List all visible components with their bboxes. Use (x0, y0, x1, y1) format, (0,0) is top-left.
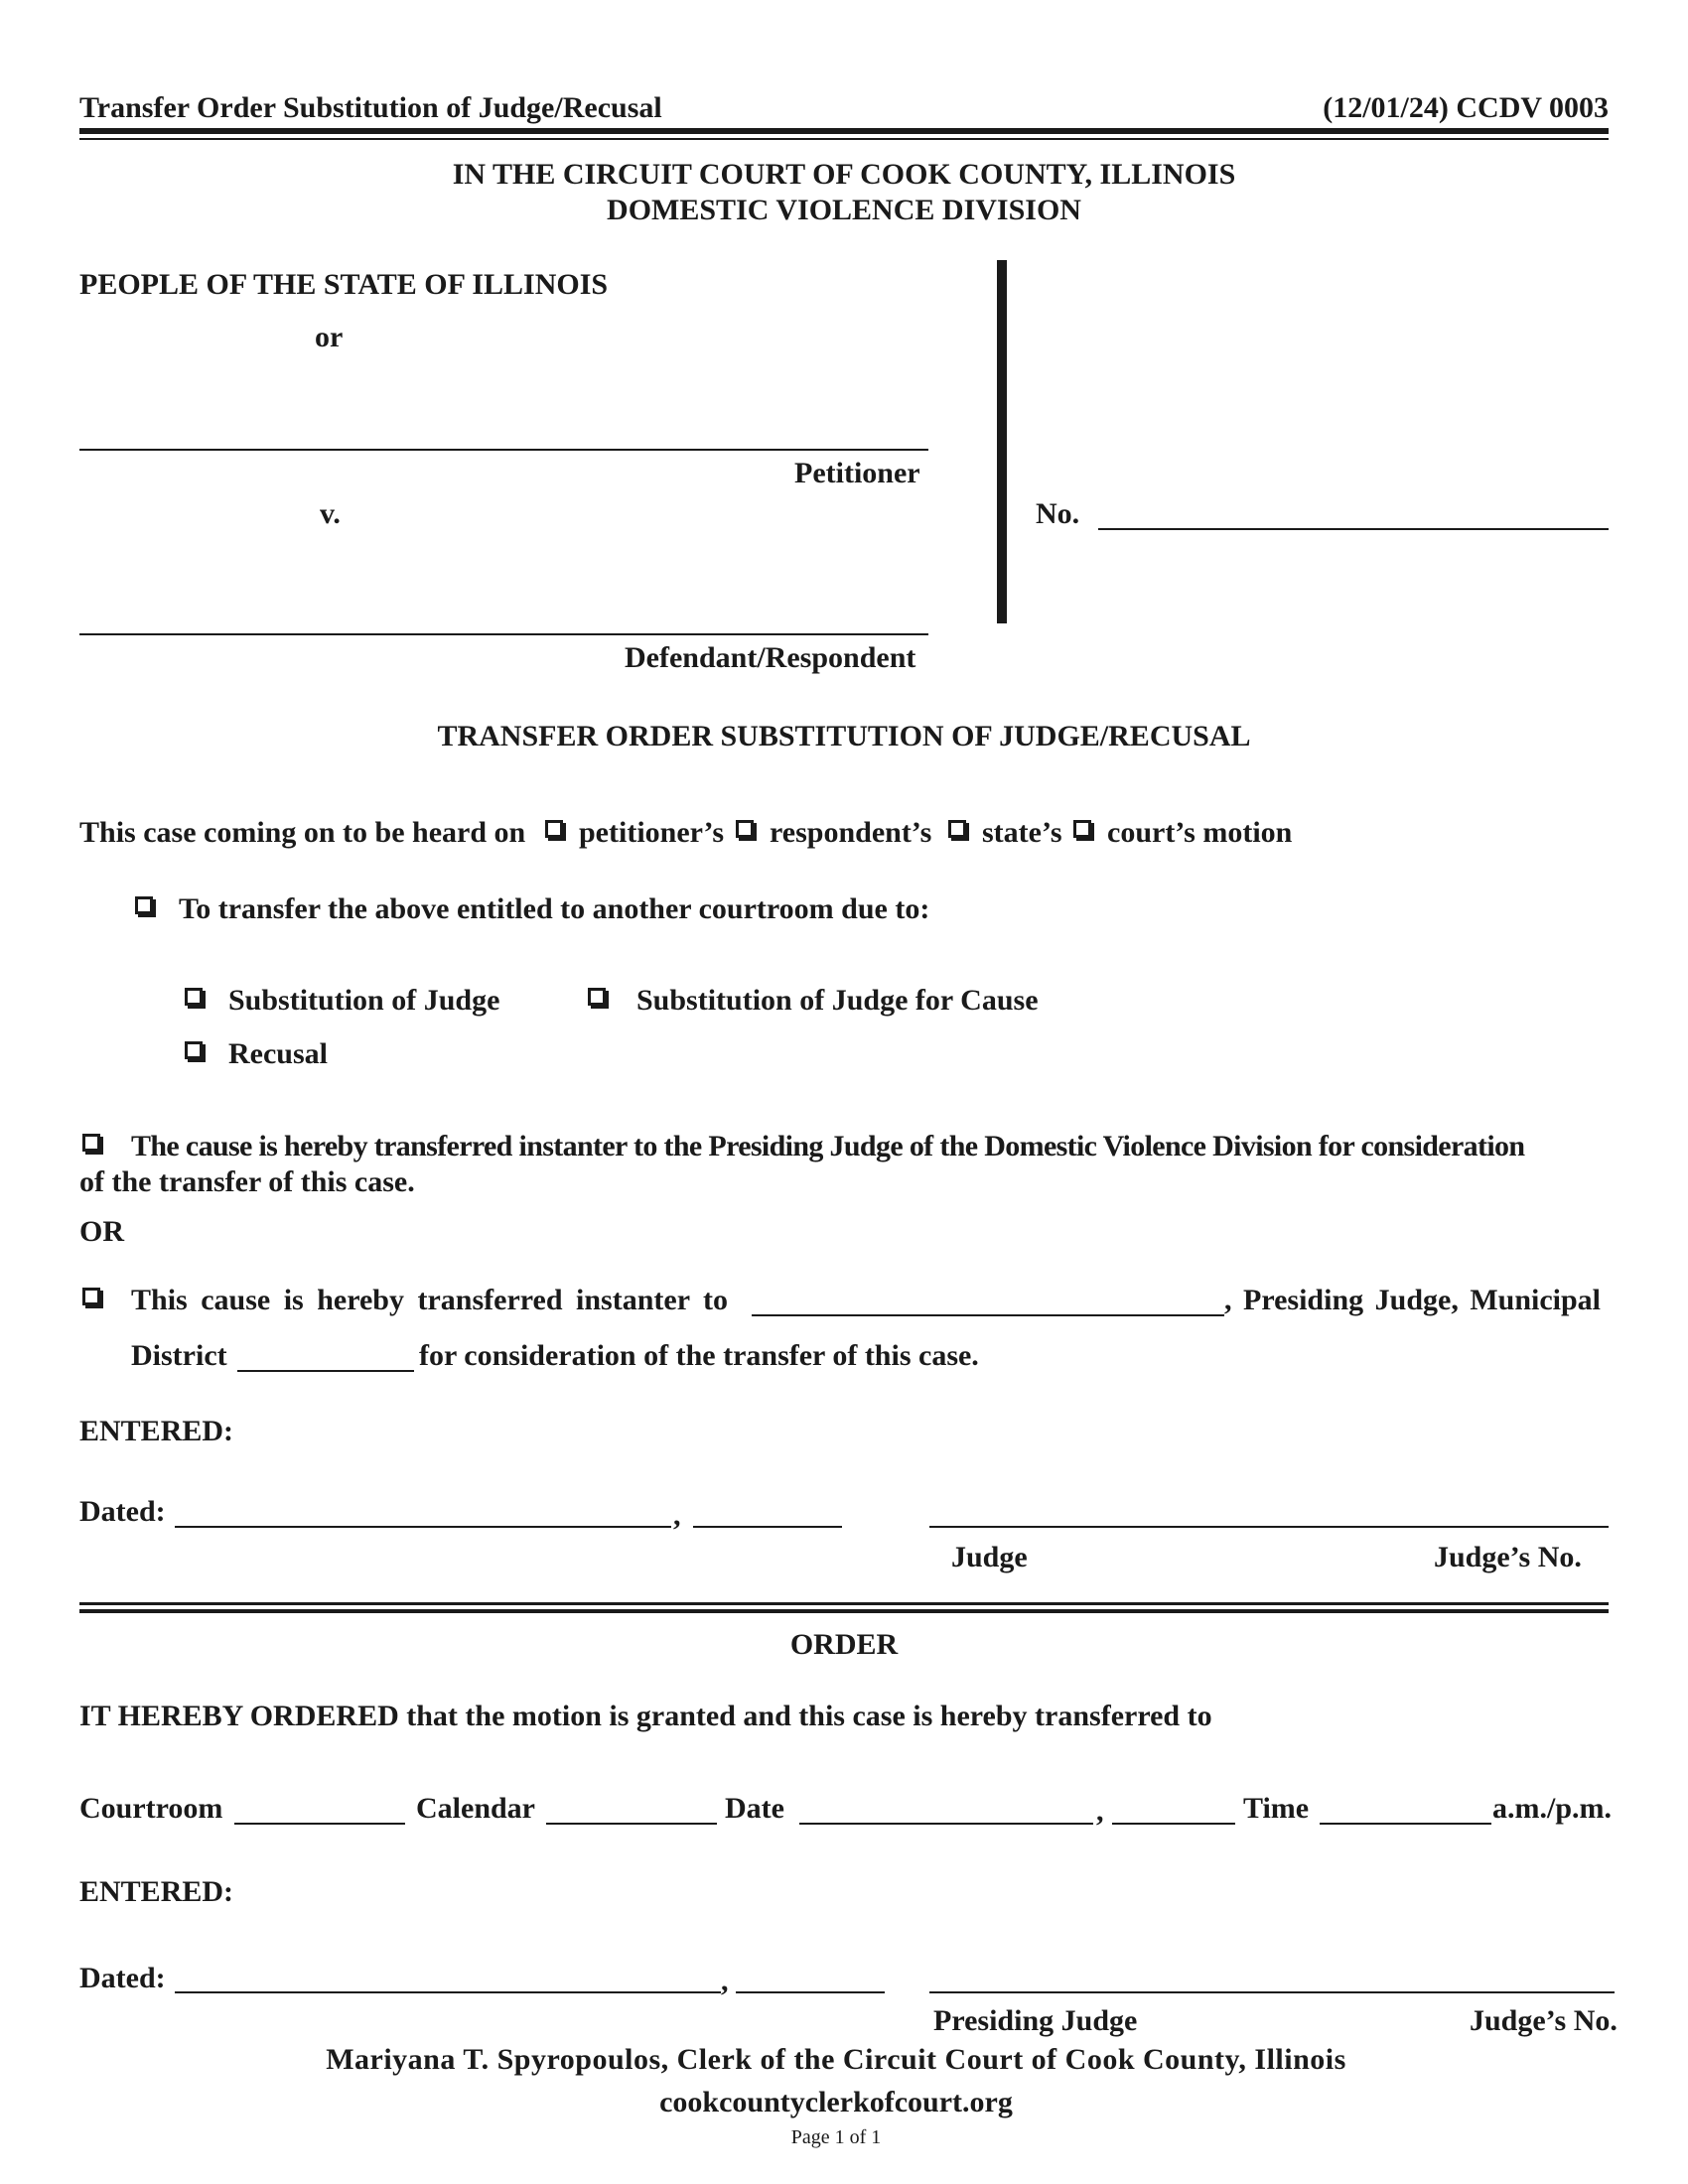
respondent-label: Defendant/Respondent (625, 641, 916, 674)
order-title: TRANSFER ORDER SUBSTITUTION OF JUDGE/RECUSAL (437, 720, 1251, 752)
dated-comma-1: , (673, 1499, 681, 1532)
order-heading: ORDER (789, 1628, 899, 1661)
petitioner-label: Petitioner (794, 457, 920, 489)
presiding-transfer-text-cont: of the transfer of this case. (79, 1165, 415, 1198)
case-number-line[interactable] (1098, 528, 1609, 530)
clerk-website[interactable]: cookcountyclerkofcourt.org (659, 2086, 1013, 2118)
presiding-judge-signature-line[interactable] (929, 1991, 1615, 1993)
presiding-judge-label: Presiding Judge (933, 2004, 1138, 2037)
petitioner-line[interactable] (79, 449, 928, 451)
motion-intro: This case coming on to be heard on (79, 816, 526, 849)
header-rule-thin (79, 138, 1609, 140)
petitioner-checkbox[interactable] (545, 820, 563, 838)
entered-label-1: ENTERED: (79, 1415, 234, 1447)
calendar-label: Calendar (416, 1792, 535, 1825)
year-line-1[interactable] (693, 1526, 842, 1528)
presiding-transfer-checkbox[interactable] (82, 1134, 100, 1152)
district-line[interactable] (237, 1370, 414, 1372)
caption-divider (997, 260, 1007, 623)
substitution-label: Substitution of Judge (228, 984, 500, 1017)
transfer-checkbox[interactable] (135, 896, 153, 914)
court-division: DOMESTIC VIOLENCE DIVISION (607, 194, 1081, 226)
dated-label-1: Dated: (79, 1495, 166, 1528)
presiding-transfer-text: The cause is hereby transferred instanter to the Presiding Judge of the Domestic Violence Division for consideration (131, 1130, 1525, 1162)
municipal-transfer-checkbox[interactable] (82, 1288, 100, 1305)
dated-label-2: Dated: (79, 1962, 166, 1994)
judge-signature-line[interactable] (929, 1526, 1609, 1528)
date-label: Date (725, 1792, 784, 1825)
versus-label: v. (320, 497, 341, 530)
people-label: PEOPLE OF THE STATE OF ILLINOIS (79, 268, 609, 301)
presiding-judge-number-label: Judge’s No. (1470, 2004, 1618, 2037)
court-name: IN THE CIRCUIT COURT OF COOK COUNTY, ILLINOIS (452, 158, 1236, 191)
dated-comma-2: , (721, 1965, 729, 1997)
year-line[interactable] (1112, 1823, 1235, 1825)
year-line-2[interactable] (736, 1991, 885, 1993)
municipal-judge-line[interactable] (752, 1314, 1224, 1316)
form-title: Transfer Order Substitution of Judge/Recusal (79, 91, 662, 124)
petitioner-option: petitioner’s (579, 816, 725, 849)
judge-label: Judge (951, 1541, 1028, 1573)
order-text: IT HEREBY ORDERED that the motion is granted and this case is hereby transferred to (79, 1700, 1212, 1732)
recusal-label: Recusal (228, 1037, 328, 1070)
substitution-checkbox[interactable] (185, 988, 203, 1006)
court-option: court’s motion (1107, 816, 1293, 849)
municipal-transfer-text-3: for consideration of the transfer of this case. (419, 1339, 979, 1372)
judge-number-label: Judge’s No. (1434, 1541, 1582, 1573)
order-rule-bottom (79, 1609, 1609, 1613)
state-checkbox[interactable] (948, 820, 966, 838)
transfer-label: To transfer the above entitled to another courtroom due to: (179, 892, 930, 925)
dated-line-1[interactable] (175, 1526, 671, 1528)
court-checkbox[interactable] (1073, 820, 1091, 838)
courtroom-label: Courtroom (79, 1792, 223, 1825)
calendar-line[interactable] (546, 1823, 717, 1825)
recusal-checkbox[interactable] (185, 1041, 203, 1059)
state-option: state’s (982, 816, 1062, 849)
municipal-transfer-text: This cause is hereby transferred instanter to (131, 1284, 728, 1316)
date-comma: , (1096, 1795, 1104, 1828)
respondent-checkbox[interactable] (736, 820, 754, 838)
date-line[interactable] (799, 1823, 1093, 1825)
or-label: or (315, 321, 344, 353)
form-code: (12/01/24) CCDV 0003 (1323, 91, 1609, 124)
case-number-label: No. (1036, 497, 1080, 530)
courtroom-line[interactable] (234, 1823, 405, 1825)
clerk-footer: Mariyana T. Spyropoulos, Clerk of the Circuit Court of Cook County, Illinois (326, 2043, 1346, 2076)
order-rule-top (79, 1602, 1609, 1605)
page-number: Page 1 of 1 (790, 2126, 882, 2148)
district-label: District (131, 1339, 227, 1372)
dated-line-2[interactable] (175, 1991, 721, 1993)
substitution-cause-checkbox[interactable] (588, 988, 606, 1006)
time-line[interactable] (1320, 1823, 1491, 1825)
ampm-label: a.m./p.m. (1492, 1792, 1612, 1825)
substitution-cause-label: Substitution of Judge for Cause (636, 984, 1039, 1017)
respondent-option: respondent’s (770, 816, 932, 849)
entered-label-2: ENTERED: (79, 1875, 234, 1908)
respondent-line[interactable] (79, 633, 928, 635)
or-separator: OR (79, 1215, 124, 1248)
municipal-transfer-text-2: , Presiding Judge, Municipal (1224, 1284, 1602, 1316)
header-rule-thick (79, 128, 1609, 134)
time-label: Time (1243, 1792, 1310, 1825)
